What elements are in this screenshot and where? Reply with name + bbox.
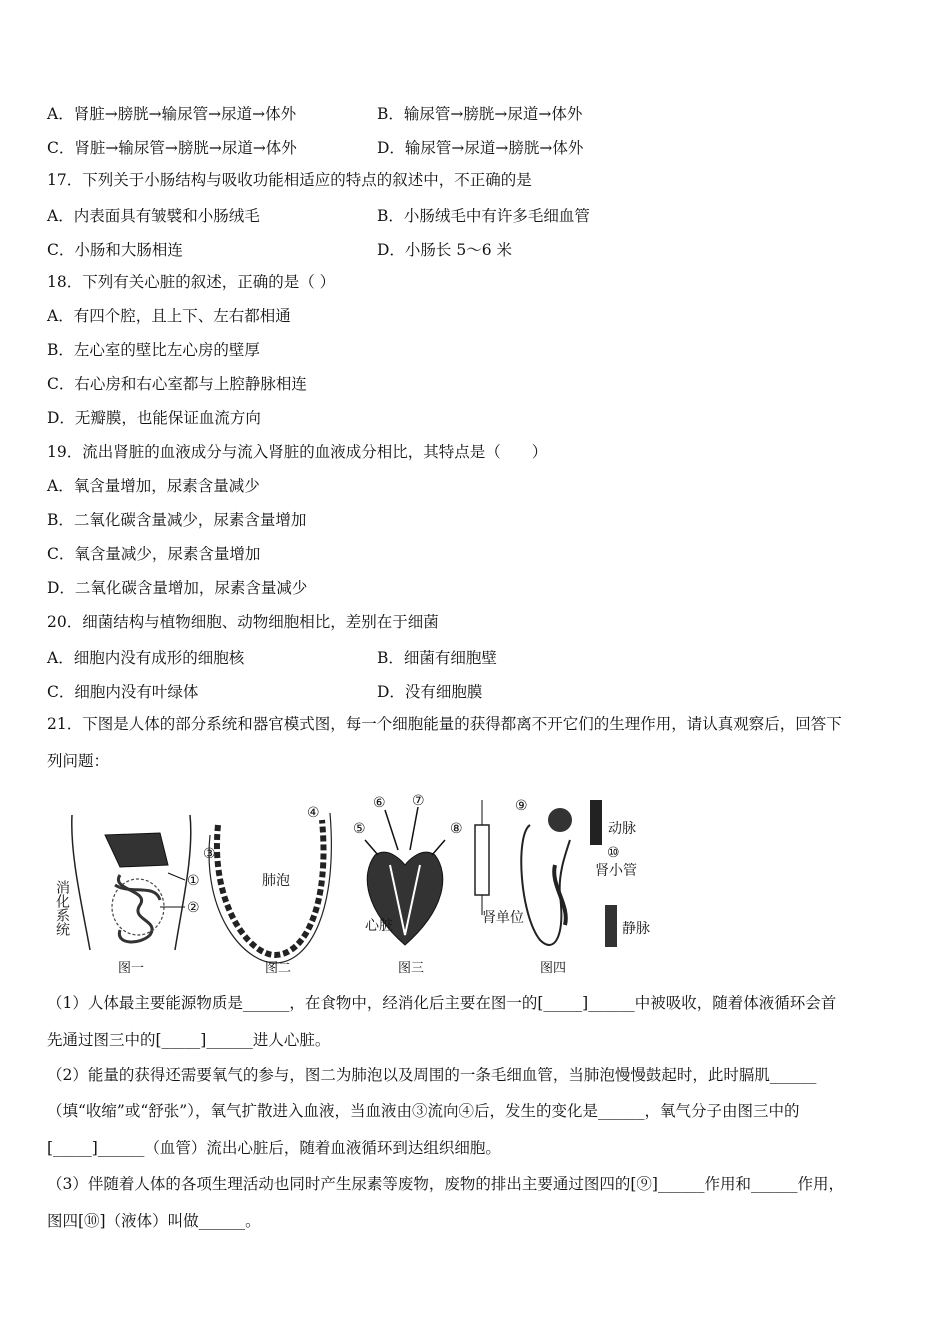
q16-options-row-2 xyxy=(47,136,907,158)
fig4-nephron-label: 肾单位 xyxy=(482,910,524,926)
q19-option-c: C．氧含量减少，尿素含量增加 xyxy=(47,545,261,563)
q21-part-3-line-1: （3）伴随着人体的各项生理活动也同时产生尿素等废物，废物的排出主要通过图四的[⑨]______作用和______作用， xyxy=(47,1175,844,1193)
fig3-marker-6: ⑥ xyxy=(373,795,386,811)
fig3-heart xyxy=(353,793,463,976)
q18-option-c: C．右心房和右心室都与上腔静脉相连 xyxy=(47,375,307,393)
fig1-marker-2: ② xyxy=(187,900,200,916)
fig1-caption: 图一 xyxy=(118,961,145,976)
q21-part-2-line-3: [_____]______（血管）流出心脏后，随着血液循环到达组织细胞。 xyxy=(47,1139,501,1157)
q16-option-d: D．输尿管→尿道→膀胱→体外 xyxy=(377,139,584,157)
q20-options-row-1 xyxy=(47,646,907,668)
fig3-caption: 图三 xyxy=(398,961,425,976)
q18-stem: 18．下列有关心脏的叙述，正确的是（ ） xyxy=(47,273,336,291)
q19-option-d: D．二氧化碳含量增加，尿素含量减少 xyxy=(47,579,308,597)
fig4-tubule-label: 肾小管 xyxy=(595,863,637,879)
q17-option-a: A．内表面具有皱襞和小肠绒毛 xyxy=(47,207,260,225)
fig2-alveolus-label: 肺泡 xyxy=(262,873,290,889)
q18-option-b: B．左心室的壁比左心房的壁厚 xyxy=(47,341,260,359)
fig4-vein-label: 静脉 xyxy=(622,921,650,937)
fig2-alveolus xyxy=(203,805,331,976)
q17-stem: 17．下列关于小肠结构与吸收功能相适应的特点的叙述中，不正确的是 xyxy=(47,171,532,189)
fig2-caption: 图二 xyxy=(265,961,292,976)
q21-part-1-line-2: 先通过图三中的[_____]______进人心脏。 xyxy=(47,1031,331,1049)
q20-option-a: A．细胞内没有成形的细胞核 xyxy=(47,649,245,667)
fig3-marker-7: ⑦ xyxy=(412,793,425,809)
q19-option-b: B．二氧化碳含量减少，尿素含量增加 xyxy=(47,511,307,529)
q17-option-b: B．小肠绒毛中有许多毛细血管 xyxy=(377,207,590,225)
q20-options-row-2 xyxy=(47,680,907,702)
fig3-marker-5: ⑤ xyxy=(353,821,366,837)
fig1-system-label: 消化系统 xyxy=(54,880,70,936)
q20-option-b: B．细菌有细胞壁 xyxy=(377,649,497,667)
q17-option-c: C．小肠和大肠相连 xyxy=(47,241,183,259)
q21-part-2-line-2: （填“收缩”或“舒张”），氧气扩散进入血液，当血液由③流向④后，发生的变化是______，氧气分子由图三中的 xyxy=(47,1102,800,1120)
q18-option-a: A．有四个腔，且上下、左右都相通 xyxy=(47,307,291,325)
q21-part-2-line-1: （2）能量的获得还需要氧气的参与，图二为肺泡以及周围的一条毛细血管，当肺泡慢慢鼓起时，此时膈肌______ xyxy=(47,1066,817,1084)
fig4-marker-9: ⑨ xyxy=(515,798,528,814)
q19-option-a: A．氧含量增加，尿素含量减少 xyxy=(47,477,260,495)
fig2-marker-4: ④ xyxy=(307,805,320,821)
q16-option-a: A．肾脏→膀胱→输尿管→尿道→体外 xyxy=(47,105,297,123)
fig1-marker-1: ① xyxy=(187,873,200,889)
q21-part-1-line-1: （1）人体最主要能源物质是______，在食物中，经消化后主要在图一的[_____]______中被吸收，随着体液循环会首 xyxy=(47,994,837,1012)
fig4-caption: 图四 xyxy=(540,961,567,976)
fig4-nephron xyxy=(475,798,650,976)
q21-stem-line-2: 列问题： xyxy=(47,752,110,770)
q19-stem: 19．流出肾脏的血液成分与流入肾脏的血液成分相比，其特点是（ ） xyxy=(47,443,548,461)
q21-part-3-line-2: 图四[⑩]（液体）叫做______。 xyxy=(47,1212,261,1230)
q21-figure xyxy=(54,793,660,980)
fig4-artery-label: 动脉 xyxy=(608,821,636,837)
fig2-marker-3: ③ xyxy=(203,846,216,862)
q17-options-row-2 xyxy=(47,238,907,260)
fig4-marker-10: ⑩ xyxy=(607,845,620,861)
q20-stem: 20．细菌结构与植物细胞、动物细胞相比，差别在于细菌 xyxy=(47,613,439,631)
fig1-digestive-system xyxy=(54,815,200,976)
q18-option-d: D．无瓣膜，也能保证血流方向 xyxy=(47,409,261,427)
fig3-heart-label: 心脏 xyxy=(365,918,393,934)
q17-options-row-1 xyxy=(47,204,907,226)
fig3-marker-8: ⑧ xyxy=(450,821,463,837)
q20-option-c: C．细胞内没有叶绿体 xyxy=(47,683,199,701)
q16-option-b: B．输尿管→膀胱→尿道→体外 xyxy=(377,105,583,123)
q17-option-d: D．小肠长 5～6 米 xyxy=(377,241,513,259)
q16-option-c: C．肾脏→输尿管→膀胱→尿道→体外 xyxy=(47,139,297,157)
q21-stem-line-1: 21．下图是人体的部分系统和器官模式图，每一个细胞能量的获得都离不开它们的生理作用，请认真观察后，回答下 xyxy=(47,715,842,733)
q21-figure-svg xyxy=(54,793,660,980)
q20-option-d: D．没有细胞膜 xyxy=(377,683,483,701)
q16-options-row-1 xyxy=(47,102,907,124)
